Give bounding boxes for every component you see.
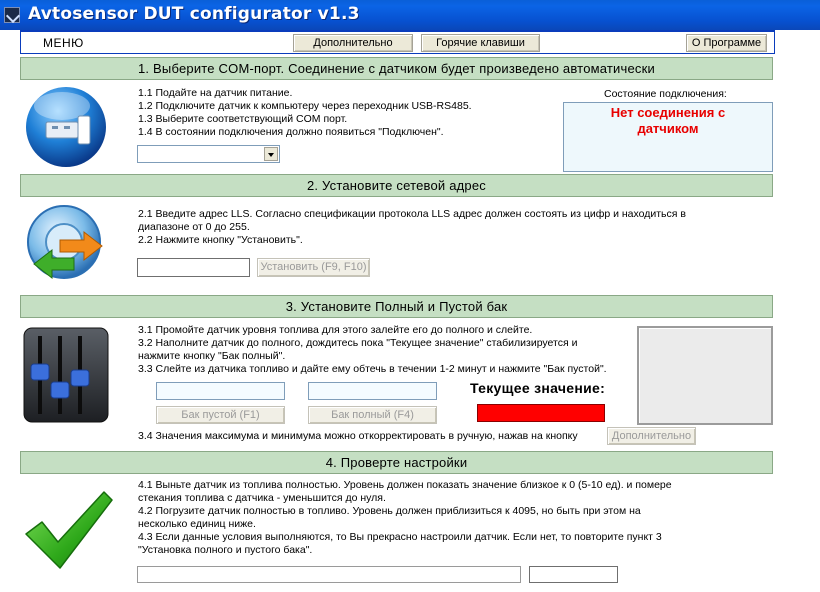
about-button[interactable]: О Программе <box>686 34 767 52</box>
step-1-1: 1.1 Подайте на датчик питание. <box>138 87 293 99</box>
menu-label[interactable]: МЕНЮ <box>43 36 84 50</box>
sync-arrows-icon <box>22 200 112 288</box>
address-input[interactable] <box>137 258 250 277</box>
step-3-3: 3.3 Слейте из датчика топливо и дайте ему обтечь в течении 1-2 минут и нажмите "Бак пустой". <box>138 363 607 375</box>
full-tank-button[interactable]: Бак полный (F4) <box>308 406 437 424</box>
usb-connector-icon <box>22 84 110 170</box>
empty-tank-button[interactable]: Бак пустой (F1) <box>156 406 285 424</box>
step-2-2: 2.2 Нажмите кнопку "Установить". <box>138 234 303 246</box>
section-1-header: 1. Выберите COM-порт. Соединение с датчиком будет произведено автоматически <box>20 57 773 80</box>
empty-tank-input[interactable] <box>156 382 285 400</box>
level-value-box <box>529 566 618 583</box>
window-title: Avtosensor DUT configurator v1.3 <box>28 4 360 24</box>
current-value-label: Текущее значение: <box>470 380 606 396</box>
hotkeys-button[interactable]: Горячие клавиши <box>421 34 540 52</box>
step-4-1-cont: стекания топлива с датчика - уменьшится до нуля. <box>138 492 386 504</box>
step-4-2: 4.2 Погрузите датчик полностью в топливо. Уровень должен приблизиться к 4095, но быть при этом на <box>138 505 641 517</box>
step-1-2: 1.2 Подключите датчик к компьютеру через переходник USB-RS485. <box>138 100 472 112</box>
connection-status-value: Нет соединения с датчиком <box>610 105 726 136</box>
step-1-3: 1.3 Выберите соответствующий COM порт. <box>138 113 348 125</box>
connection-status-label: Состояние подключения: <box>604 88 727 100</box>
step-4-3: 4.3 Если данные условия выполняются, то Вы прекрасно настроили датчик. Если нет, то повторите пункт 3 <box>138 531 662 543</box>
step-4-2-cont: несколько единиц ниже. <box>138 518 256 530</box>
step-2-1: 2.1 Введите адрес LLS. Согласно спецификации протокола LLS адрес должен состоять из цифр и находиться в <box>138 208 686 220</box>
section-3-header: 3. Установите Полный и Пустой бак <box>20 295 773 318</box>
current-value-indicator <box>477 404 605 422</box>
app-icon[interactable] <box>4 7 20 23</box>
level-display-panel <box>637 326 773 425</box>
step-3-1: 3.1 Промойте датчик уровня топлива для этого залейте его до полного и слейте. <box>138 324 533 336</box>
step-3-2: 3.2 Наполните датчик до полного, дождитесь пока "Текущее значение" стабилизируется и <box>138 337 578 349</box>
equalizer-sliders-icon <box>22 324 112 426</box>
section-4-header: 4. Проверте настройки <box>20 451 773 474</box>
connection-status-box <box>563 102 773 172</box>
section-2-header: 2. Установите сетевой адрес <box>20 174 773 197</box>
step-1-4: 1.4 В состоянии подключения должно появиться "Подключен". <box>138 126 444 138</box>
step-3-2-cont: нажмите кнопку "Бак полный". <box>138 350 286 362</box>
manual-adjust-button[interactable]: Дополнительно <box>607 427 696 445</box>
level-progress-bar <box>137 566 521 583</box>
full-tank-input[interactable] <box>308 382 437 400</box>
set-address-button[interactable]: Установить (F9, F10) <box>257 258 370 277</box>
checkmark-icon <box>22 488 116 572</box>
title-bar[interactable] <box>0 0 820 30</box>
step-3-4: 3.4 Значения максимума и минимума можно откорректировать в ручную, нажав на кнопку <box>138 430 578 442</box>
step-4-3-cont: "Установка полного и пустого бака". <box>138 544 313 556</box>
step-2-1-cont: диапазоне от 0 до 255. <box>138 221 250 233</box>
com-port-select[interactable] <box>137 145 280 163</box>
step-4-1: 4.1 Выньте датчик из топлива полностью. Уровень должен показать значение близкое к 0 (5-10 ед). и помере <box>138 479 672 491</box>
chevron-down-icon[interactable] <box>264 147 278 161</box>
additional-button[interactable]: Дополнительно <box>293 34 413 52</box>
